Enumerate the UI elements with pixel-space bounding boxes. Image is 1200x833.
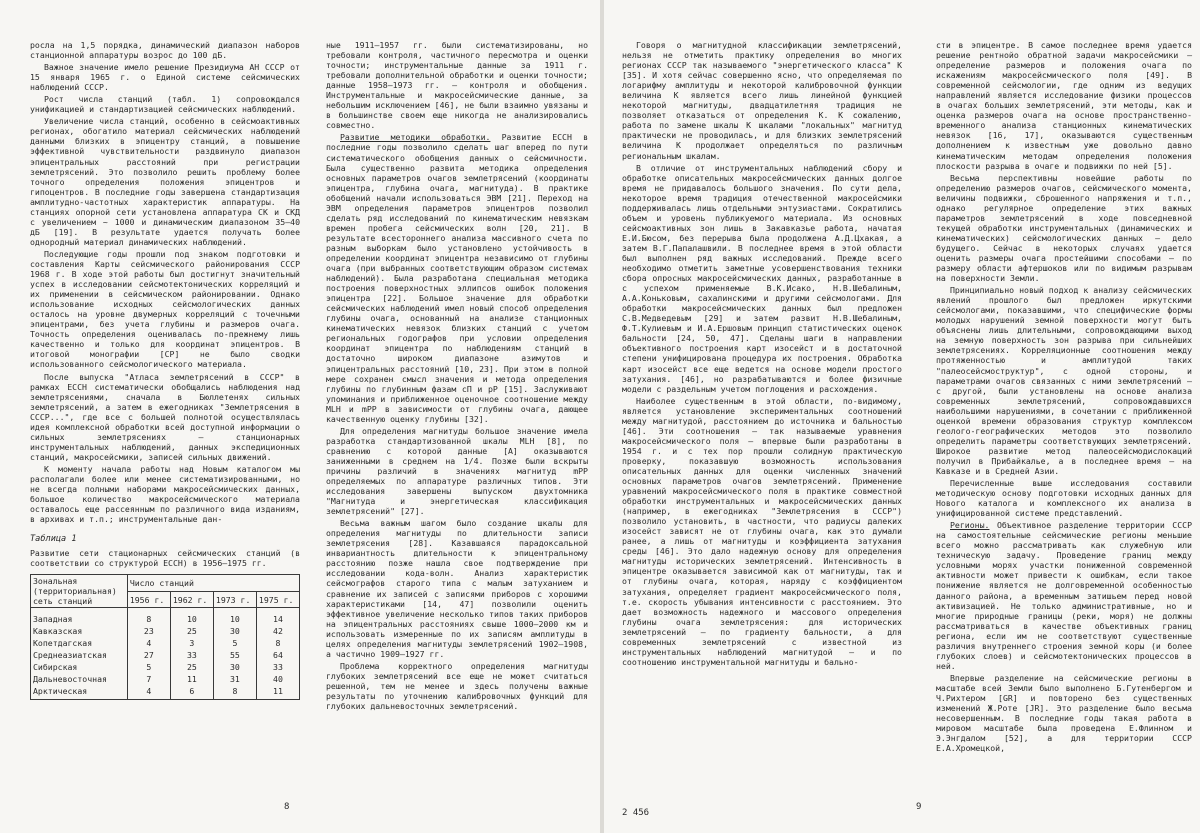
paragraph: Говоря о магнитудной классификации землетрясений, нельзя не отметить практику определения во многих регионах СССР так называемого "энергетического класса" K [35]. И хотя сейчас совершенно ясно, что определяемая по логарифму амплитуды и некоторой калибровочной функции величина K является всего лишь линейной функцией некоторой магнитуды, двадцатилетняя традиция не позволяет отказаться от определения K. К сожалению, работа по замене шкалы K шкалами "локальных" магнитуд практически не проводилась, и для близких землетрясений величина K продолжает определяться по различным региональным шкалам. bbox=[622, 40, 902, 161]
paragraph: Рост числа станций (табл. 1) сопровождался унификацией и стандартизацией сейсмических наблюдений. bbox=[30, 94, 300, 115]
paragraph: Перечисленные выше исследования составили методическую основу подготовки исходных данных для Нового каталога и комплексного их анализа в унифицированной системе представлений. bbox=[936, 478, 1192, 519]
table-row bbox=[31, 661, 300, 673]
value-cell: 33 bbox=[170, 649, 213, 661]
page-number: 9 bbox=[916, 802, 922, 812]
zone-cell: Западная bbox=[31, 608, 128, 626]
table-title: Таблица 1 bbox=[30, 534, 77, 545]
paragraph-text: Развитие ЕССН в последние годы позволило сделать шаг вперед по пути систематического обобщения данных о сейсмичности. Была существенно развита методика определения основных параметров очагов землетрясений (координаты эпицентра, глубина очага, магнитуда). В практике обобщений начали использоваться ЭВМ [21]. Переход на ЭВМ определения параметров эпицентров позволил сделать ряд исследований по кинематическим невязкам времен пробега сейсмических волн [20, 21]. В результате всестороннего анализа массивного счета по разным выборкам было установлено устойчивость в определении координат эпицентра независимо от глубины очага (при выбранных соответствующим образом системах наблюдений). Была разработана специальная методика построения поверхностных эллипсов ошибок положения эпицентра [22]. Большое значение для обработки сейсмических наблюдений имел новый способ определения глубины очага, основанный на анализе станционных кинематических невязок близких станций с учетом региональных годографов при условии определения координат эпицентра по наблюдениям станций в достаточно широком диапазоне азимутов и эпицентральных расстояний [10, 23]. При этом в полной мере сохранен смысл значения и метода определения глубины по глубинным фазам сП и рР [15]. Заслуживают упоминания и приближенное оценочное соотношение между MLH и mPP в зависимости от глубины очага, дающее качественную оценку глубины [32]. bbox=[326, 132, 588, 424]
signature-mark: 2 456 bbox=[622, 808, 650, 818]
zone-cell: Сибирская bbox=[31, 661, 128, 673]
zone-cell: Арктическая bbox=[31, 685, 128, 700]
value-cell: 31 bbox=[213, 673, 256, 685]
value-cell: 27 bbox=[127, 649, 170, 661]
value-cell: 42 bbox=[256, 625, 299, 637]
value-cell: 11 bbox=[256, 685, 299, 700]
count-header: Число станций bbox=[127, 575, 299, 592]
value-cell: 4 bbox=[127, 685, 170, 700]
value-cell: 7 bbox=[127, 673, 170, 685]
value-cell: 30 bbox=[213, 625, 256, 637]
paragraph: росла на 1,5 порядка, динамический диапазон наборов станционной аппаратуры возрос до 100 дБ. bbox=[30, 40, 300, 61]
value-cell: 23 bbox=[127, 625, 170, 637]
paragraph: После выпуска "Атласа землетрясений в СССР" в рамках ЕССН систематически обобщались наблюдения над землетрясениями, сначала в Бюллетенях сильных землетрясений, а затем в ежегодниках "Землетрясения в СССР...", где все с большей полнотой осуществлялась идея комплексной обработки всей доступной информации о сильных землетрясениях – станционарных инструментальных наблюдений, данных экспедиционных станций, макросейсмики, записей сильных движений. bbox=[30, 371, 300, 462]
zone-cell: Копетдагская bbox=[31, 637, 128, 649]
value-cell: 8 bbox=[127, 608, 170, 626]
paragraph: Проблема корректного определения магнитуды глубоких землетрясений все еще не может считаться решенной, тем не менее и здесь получены важные результаты по уточнению калибровочных функций для глубоких дальневосточных землетрясений. bbox=[326, 660, 588, 712]
value-cell: 4 bbox=[127, 637, 170, 649]
right-page bbox=[604, 0, 1200, 833]
table-row bbox=[31, 637, 300, 649]
paragraph: Весьма важным шагом было создание шкалы для определения магнитуды по длительности записи землетрясения [28]. Казавшаяся парадоксальной инвариантность длительности к эпицентральному расстоянию позже нашла свое подтверждение при исследовании кода-волн. Анализ характеристик сейсмографов старого типа с малым затуханием и сравнение их записей с записями приборов с хорошими характеристиками [14, 47] позволили оценить эффективное увеличение несколько типов таких приборов на эпицентральных расстояниях свыше 1000–2000 км и использовать измеренные по их записям амплитуды в целях определения магнитуды землетрясений 1902–1908, а частично 1909–1927 гг. bbox=[326, 518, 588, 659]
paragraph: Наиболее существенным в этой области, по-видимому, является установление экспериментальных соотношений между магнитудой, расстоянием до источника и бальностью [46]. Эти соотношения – так называемые уравнения макросейсмического поля – впервые были разработаны в 1954 г. и с тех пор прошли солидную практическую проверку, показавшую возможность использования описательных данных для оценки численных значений основных параметров очагов землетрясений. Применение уравнений макросейсмического поля в практике совместной обработки инструментальных и макросейсмических данных (например, в ежегодниках "Землетрясения в СССР") позволило установить, в частности, что радиусы далеких изосейст зависят не от глубины очага, как это думали ранее, а лишь от магнитуды и коэффициента затухания среды [46]. Это дало надежную основу для определения магнитуды исторических землетрясений. Интенсивность в эпицентре оказывается зависимой как от магнитуды, так и от глубины очага, которая, наряду с коэффициентом затухания, определяет градиент макросейсмического поля, т.е. скорость убывания интенсивности с расстоянием. Это дает возможность надежного и массового определения глубины очага землетрясения: для исторических землетрясений – по градиенту бальности, а для современных землетрясений с известной из инструментальных наблюдений магнитудой – и по соотношению инструментальной магнитуды и бально- bbox=[622, 395, 902, 667]
value-cell: 5 bbox=[213, 637, 256, 649]
table-row bbox=[31, 608, 300, 626]
zone-cell: Среднеазиатская bbox=[31, 649, 128, 661]
value-cell: 55 bbox=[213, 649, 256, 661]
value-cell: 11 bbox=[170, 673, 213, 685]
value-cell: 25 bbox=[170, 625, 213, 637]
right-column bbox=[326, 40, 588, 711]
right-column bbox=[936, 40, 1192, 753]
value-cell: 3 bbox=[170, 637, 213, 649]
table-row bbox=[31, 625, 300, 637]
value-cell: 8 bbox=[213, 685, 256, 700]
year-header: 1973 г. bbox=[213, 591, 256, 608]
table-caption: Развитие сети стационарных сейсмических станций (в соответствии со структурой ЕССН) в 1956–1975 гг. bbox=[30, 548, 300, 569]
value-cell: 5 bbox=[127, 661, 170, 673]
value-cell: 64 bbox=[256, 649, 299, 661]
value-cell: 6 bbox=[170, 685, 213, 700]
paragraph: К моменту начала работы над Новым каталогом мы располагали более или менее систематизированными, но не всегда полными наборами макросейсмических данных, большое количество макросейсмического материала оставалось еще рассеянным по различного вида изданиям, в архивах и т.п.; инструментальные дан- bbox=[30, 463, 300, 525]
value-cell: 10 bbox=[170, 608, 213, 626]
paragraph: Впервые разделение на сейсмические регионы в масштабе всей Земли было выполнено Б.Гутенбергом и Ч.Рихтером [GR] и повторено без существенных изменений Ж.Роте [JR]. Это разделение было весьма несовершенным. В последние годы такая работа в мировом масштабе была проведена Е.Флинном и Э.Энгдалом [52], а для территории СССР Е.А.Хромецкой, bbox=[936, 672, 1192, 754]
value-cell: 10 bbox=[213, 608, 256, 626]
value-cell: 25 bbox=[170, 661, 213, 673]
paragraph: Последующие годы прошли под знаком подготовки и составления Карты сейсмического районирования СССР 1968 г. В ходе этой работы был достигнут значительный успех в исследовании сейсмотектонических корреляций и их применении в сейсмическом районировании. Однако использование исходных сейсмологических данных осталось на уровне двумерных корреляций с точечными эпицентрами, без учета глубины и размеров очага. Точность определения оценивалась по-прежнему лишь качественно и только для координат эпицентров. В итоговой монографии [СР] не было сводки использованного сейсмологического материала. bbox=[30, 248, 300, 370]
table-row bbox=[31, 673, 300, 685]
paragraph: ные 1911–1957 гг. были систематизированы, но требовали контроля, частичного пересмотра и оценки точности; инструментальные данные за 1911 г. требовали дополнительной обработки и оценки точности; данные 1958–1973 гг. – контроля и обобщения. Инструментальные и макросейсмические данные, за небольшим исключением [46], не были взаимно увязаны и в большинстве своем еще никогда не анализировались совместно. bbox=[326, 40, 588, 131]
paragraph: В отличие от инструментальных наблюдений сбору и обработке описательных макросейсмических данных долгое время не придавалось большого значения. По сути дела, некоторое время традиция отечественной макросейсмики поддерживалась лишь отдельными энтузиастами. Сократились объем и уровень публикуемого материала. Из основных сейсмоактивных зон лишь в Закавказье работа, начатая Е.И.Бюсом, без перерыва была продолжена А.Д.Цхакая, а затем В.Г.Папалашвили. В последнее время в этой области был выполнен ряд важных исследований. Прежде всего необходимо отметить заметные усовершенствования техники сбора опросных макросейсмических данных, разработанные в с успехом применяемые В.К.Исако, Н.В.Шебалиным, А.А.Коньковым, сахалинскими и другими сейсмологами. Для обработки макросейсмических данных был предложен С.В.Медведевым [29] и затем развит Н.В.Шебалиным, Ф.Т.Кулиевым и И.А.Ершовым принцип статистических оценок бальности [24, 50, 47]. Сделаны шаги в направлении объективного построения карт изосейст и в достаточной степени унифицирована процедура их построения. Обработка карт изосейст все еще ведется на основе модели простого затухания. [46], но разрабатываются и более физичные модели с раздельным учетом поглощения и расхождения. bbox=[622, 162, 902, 394]
value-cell: 30 bbox=[213, 661, 256, 673]
paragraph bbox=[936, 520, 1192, 671]
paragraph: Важное значение имело решение Президиума АН СССР от 15 января 1965 г. о Единой системе сейсмических наблюдений СССР. bbox=[30, 62, 300, 93]
left-column bbox=[622, 40, 902, 667]
stations-table bbox=[30, 574, 300, 700]
value-cell: 14 bbox=[256, 608, 299, 626]
table-row bbox=[31, 649, 300, 661]
value-cell: 40 bbox=[256, 673, 299, 685]
zone-header: Зональная (территориальная) сеть станций bbox=[31, 575, 128, 608]
paragraph: Для определения магнитуды большое значение имела разработка стандартизованной шкалы MLH [8], по сравнению с которой данные [А] оказываются заниженными в среднем на 1/4. Позже были вскрыты причины различий в значениях магнитуд mPP определяемых по аппаратуре различных типов. Эти исследования завершены выпуском двухтомника "Магнитуда и энергетическая классификация землетрясений" [27]. bbox=[326, 425, 588, 517]
paragraph bbox=[326, 132, 588, 423]
paragraph: Увеличение числа станций, особенно в сейсмоактивных регионах, обогатило материал сейсмических наблюдений данными близких в эпицентру станций, а повышение эффективной чувствительности раздвинуло диапазон эпицентральных расстояний при регистрации землетрясений. Это позволило решить проблему более точного определения положения эпицентров и гипоцентров. В последние годы завершена стандартизация амплитудно-частотных характеристик аппаратуры. На станциях опорной сети установлена аппаратура СК и СКД с увеличением ~ 1000 и динамическим диапазоном 35–40 дБ [19]. В результате удается получать более однородный материал динамических наблюдений. bbox=[30, 116, 300, 247]
paragraph-text: Объективное разделение территории СССР на самостоятельные сейсмические регионы меньшие всего можно рассматривать как служебную или техническую задачу. Проведение границ между условными морях участки пониженной современной активности может привести к ошибкам, если такое понижение является не долговременной особенностью данного района, а временным затишьем перед новой активизацией. Не только административные, но и многие природные границы (реки, моря) не должны рассматриваться в качестве объективных границ региона, если им не соответствуют существенные различия внутреннего строения земной коры (и более глубоких слоев) и сейсмотектонических процессов в ней. bbox=[936, 520, 1192, 671]
paragraph: сти в эпицентре. В самое последнее время удается решение рентнойо обратной задачи макросейсмики – определение размеров и положения очага по искажениям макросейсмического поля [49]. В современной сейсмологии, где одним из ведущих направлений является исследование физики процессов в очагах больших землетрясений, эти методы, как и оценка размеров очага на основе пространственно-временного анализа станционных кинематических невязок [16, 17], оказываются существенным дополнением к известным уже довольно давно кинематическим методам определения положения плоскости разрыва в очаге и подвижки по ней [5]. bbox=[936, 40, 1192, 171]
value-cell: 8 bbox=[256, 637, 299, 649]
zone-cell: Кавказская bbox=[31, 625, 128, 637]
year-header: 1975 г. bbox=[256, 591, 299, 608]
section-heading: Развитие методики обработки. bbox=[340, 132, 491, 143]
paragraph: Весьма перспективны новейшие работы по определению размеров очагов, сейсмического момента, величины подвижки, сброшенного напряжения и т.п., однако регулярное определение этих важных параметров землетрясений в ходе повседневной текущей обработки инструментальных (динамических и кинематических) сейсмологических данных – дело будущего. Сейчас в некоторых случаях удается оценить размеры очага простейшими способами – по размеру области афтершоков или по видимым разрывам на поверхности Земли. bbox=[936, 172, 1192, 284]
year-header: 1956 г. bbox=[127, 591, 170, 608]
left-column bbox=[30, 40, 300, 700]
zone-cell: Дальневосточная bbox=[31, 673, 128, 685]
page-number: 8 bbox=[284, 802, 290, 812]
paragraph: Принципиально новый подход к анализу сейсмических явлений прошлого был предложен иркутскими сейсмологами, показавшими, что специфические формы молодых нарушений земной поверхности могут быть объяснены лишь длительными, сопровождающими выход на земную поверхность зон разрыва при сильнейших землетрясениях. Корреляционные соотношения между протяженностью и амплитудой таких "палеосейсмоструктур", с одной стороны, и параметрами очагов связанных с ними землетрясений – с другой, были установлены на основе анализа современных землетрясений, сопровождавшихся наибольшими нарушениями, в сочетании с приближенной оценкой времени образования структур комплексом геолого-географических методов это позволило определить параметры соответствующих землетрясений. Широкое развитие метод палеосейсмодислокаций получил в Прибайкалье, а в последнее время – на Кавказе и в Средней Азии. bbox=[936, 285, 1192, 476]
value-cell: 33 bbox=[256, 661, 299, 673]
year-header: 1962 г. bbox=[170, 591, 213, 608]
section-heading: Регионы. bbox=[950, 520, 990, 531]
table-row bbox=[31, 685, 300, 700]
